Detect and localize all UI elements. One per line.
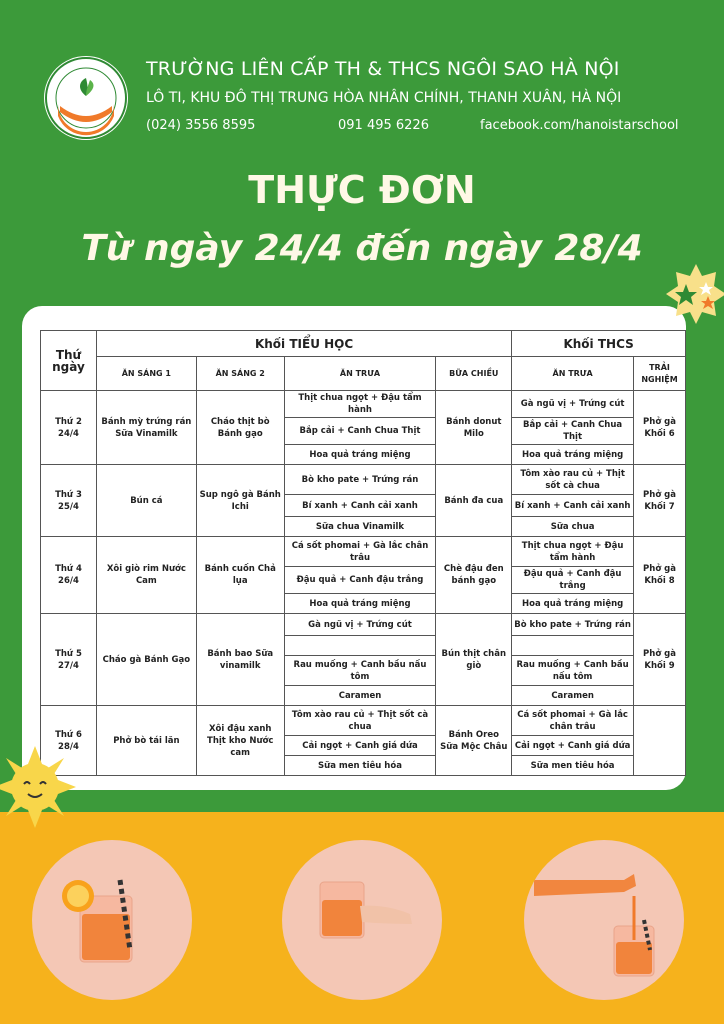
afternoon-cell: Bánh đa cua — [436, 465, 512, 537]
day-cell: Thứ 2 24/4 — [41, 391, 97, 465]
day-cell: Thứ 4 26/4 — [41, 537, 97, 614]
phone-2: 091 495 6226 — [338, 118, 429, 133]
col-day-header: Thứ ngày — [41, 331, 97, 391]
day-cell: Thứ 5 27/4 — [41, 614, 97, 706]
page-subtitle: Từ ngày 24/4 đến ngày 28/4 — [81, 228, 643, 269]
lunch2-item: Sữa men tiêu hóa — [512, 756, 634, 776]
breakfast2-cell: Bánh cuốn Chả lụa — [196, 537, 284, 614]
school-name: TRƯỜNG LIÊN CẤP TH & THCS NGÔI SAO HÀ NỘI — [146, 58, 620, 80]
lunch-item: Hoa quả tráng miệng — [284, 445, 436, 465]
svg-text:★★★: ★★★ — [76, 108, 95, 116]
lunch-item: Tôm xào rau củ + Thịt sốt cà chua — [284, 706, 436, 736]
drink-photo-3 — [524, 840, 684, 1000]
lunch-item: Sữa chua Vinamilk — [284, 517, 436, 537]
breakfast1-cell: Xôi giò rim Nước Cam — [96, 537, 196, 614]
experience-cell: Phở gà Khối 7 — [634, 465, 686, 537]
breakfast2-cell: Xôi đậu xanh Thịt kho Nước cam — [196, 706, 284, 776]
experience-cell: Phở gà Khối 9 — [634, 614, 686, 706]
lunch-item: Bí xanh + Canh cải xanh — [284, 495, 436, 517]
breakfast1-cell: Bánh mỳ trứng rán Sữa Vinamilk — [96, 391, 196, 465]
drink-photo-1 — [32, 840, 192, 1000]
lunch2-item: Cải ngọt + Canh giá dứa — [512, 736, 634, 756]
lunch-item — [284, 636, 436, 656]
day-cell: Thứ 6 28/4 — [41, 706, 97, 776]
drink-photo-2 — [282, 840, 442, 1000]
school-address: LÔ TI, KHU ĐÔ THỊ TRUNG HÒA NHÂN CHÍNH, THANH XUÂN, HÀ NỘI — [146, 90, 622, 106]
school-logo — [44, 56, 128, 140]
afternoon-cell: Bánh Oreo Sữa Mộc Châu — [436, 706, 512, 776]
lunch-item: Thịt chua ngọt + Đậu tẩm hành — [284, 391, 436, 418]
lunch2-item: Gà ngũ vị + Trứng cút — [512, 391, 634, 418]
lunch2-item: Cá sốt phomai + Gà lắc chân trâu — [512, 706, 634, 736]
group-primary-header: Khối TIỂU HỌC — [96, 331, 511, 357]
lunch-item: Hoa quả tráng miệng — [284, 594, 436, 614]
group-secondary-header: Khối THCS — [512, 331, 686, 357]
lunch-item: Cá sốt phomai + Gà lắc chân trâu — [284, 537, 436, 567]
lunch2-item: Hoa quả tráng miệng — [512, 594, 634, 614]
sun-icon — [0, 742, 80, 832]
lunch-item: Caramen — [284, 686, 436, 706]
experience-cell: Phở gà Khối 8 — [634, 537, 686, 614]
afternoon-cell: Bún thịt chân giò — [436, 614, 512, 706]
lunch2-item: Thịt chua ngọt + Đậu tẩm hành — [512, 537, 634, 567]
phone-1: (024) 3556 8595 — [146, 118, 256, 133]
lunch2-item: Caramen — [512, 686, 634, 706]
lunch-item: Cải ngọt + Canh giá dứa — [284, 736, 436, 756]
lunch2-item — [512, 636, 634, 656]
breakfast2-header: ĂN SÁNG 2 — [196, 357, 284, 391]
afternoon-header: BỮA CHIỀU — [436, 357, 512, 391]
lunch-header: ĂN TRƯA — [284, 357, 436, 391]
day-cell: Thứ 3 25/4 — [41, 465, 97, 537]
lunch2-header: ĂN TRƯA — [512, 357, 634, 391]
lunch2-item: Rau muống + Canh bầu nấu tôm — [512, 656, 634, 686]
lunch2-item: Bắp cải + Canh Chua Thịt — [512, 418, 634, 445]
menu-table — [40, 330, 686, 776]
lunch2-item: Hoa quả tráng miệng — [512, 445, 634, 465]
star-badge-icon — [664, 262, 724, 326]
lunch-item: Gà ngũ vị + Trứng cút — [284, 614, 436, 636]
experience-header: TRẢI NGHIỆM — [634, 357, 686, 391]
lunch2-item: Bí xanh + Canh cải xanh — [512, 495, 634, 517]
breakfast1-cell: Cháo gà Bánh Gạo — [96, 614, 196, 706]
experience-cell — [634, 706, 686, 776]
breakfast1-cell: Bún cá — [96, 465, 196, 537]
lunch2-item: Tôm xào rau củ + Thịt sốt cà chua — [512, 465, 634, 495]
lunch-item: Đậu quả + Canh đậu trắng — [284, 567, 436, 594]
page-title: THỰC ĐƠN — [248, 168, 476, 212]
afternoon-cell: Chè đậu đen bánh gạo — [436, 537, 512, 614]
breakfast2-cell: Cháo thịt bò Bánh gạo — [196, 391, 284, 465]
lunch-item: Bò kho pate + Trứng rán — [284, 465, 436, 495]
breakfast2-cell: Sup ngô gà Bánh Ichi — [196, 465, 284, 537]
lunch2-item: Bò kho pate + Trứng rán — [512, 614, 634, 636]
lunch-item: Rau muống + Canh bầu nấu tôm — [284, 656, 436, 686]
afternoon-cell: Bánh donut Milo — [436, 391, 512, 465]
lunch2-item: Sữa chua — [512, 517, 634, 537]
lunch2-item: Đậu quả + Canh đậu trắng — [512, 567, 634, 594]
breakfast1-cell: Phở bò tái lăn — [96, 706, 196, 776]
breakfast2-cell: Bánh bao Sữa vinamilk — [196, 614, 284, 706]
facebook-link[interactable]: facebook.com/hanoistarschool — [480, 118, 679, 133]
lunch-item: Sữa men tiêu hóa — [284, 756, 436, 776]
lunch-item: Bắp cải + Canh Chua Thịt — [284, 418, 436, 445]
experience-cell: Phở gà Khối 6 — [634, 391, 686, 465]
breakfast1-header: ĂN SÁNG 1 — [96, 357, 196, 391]
